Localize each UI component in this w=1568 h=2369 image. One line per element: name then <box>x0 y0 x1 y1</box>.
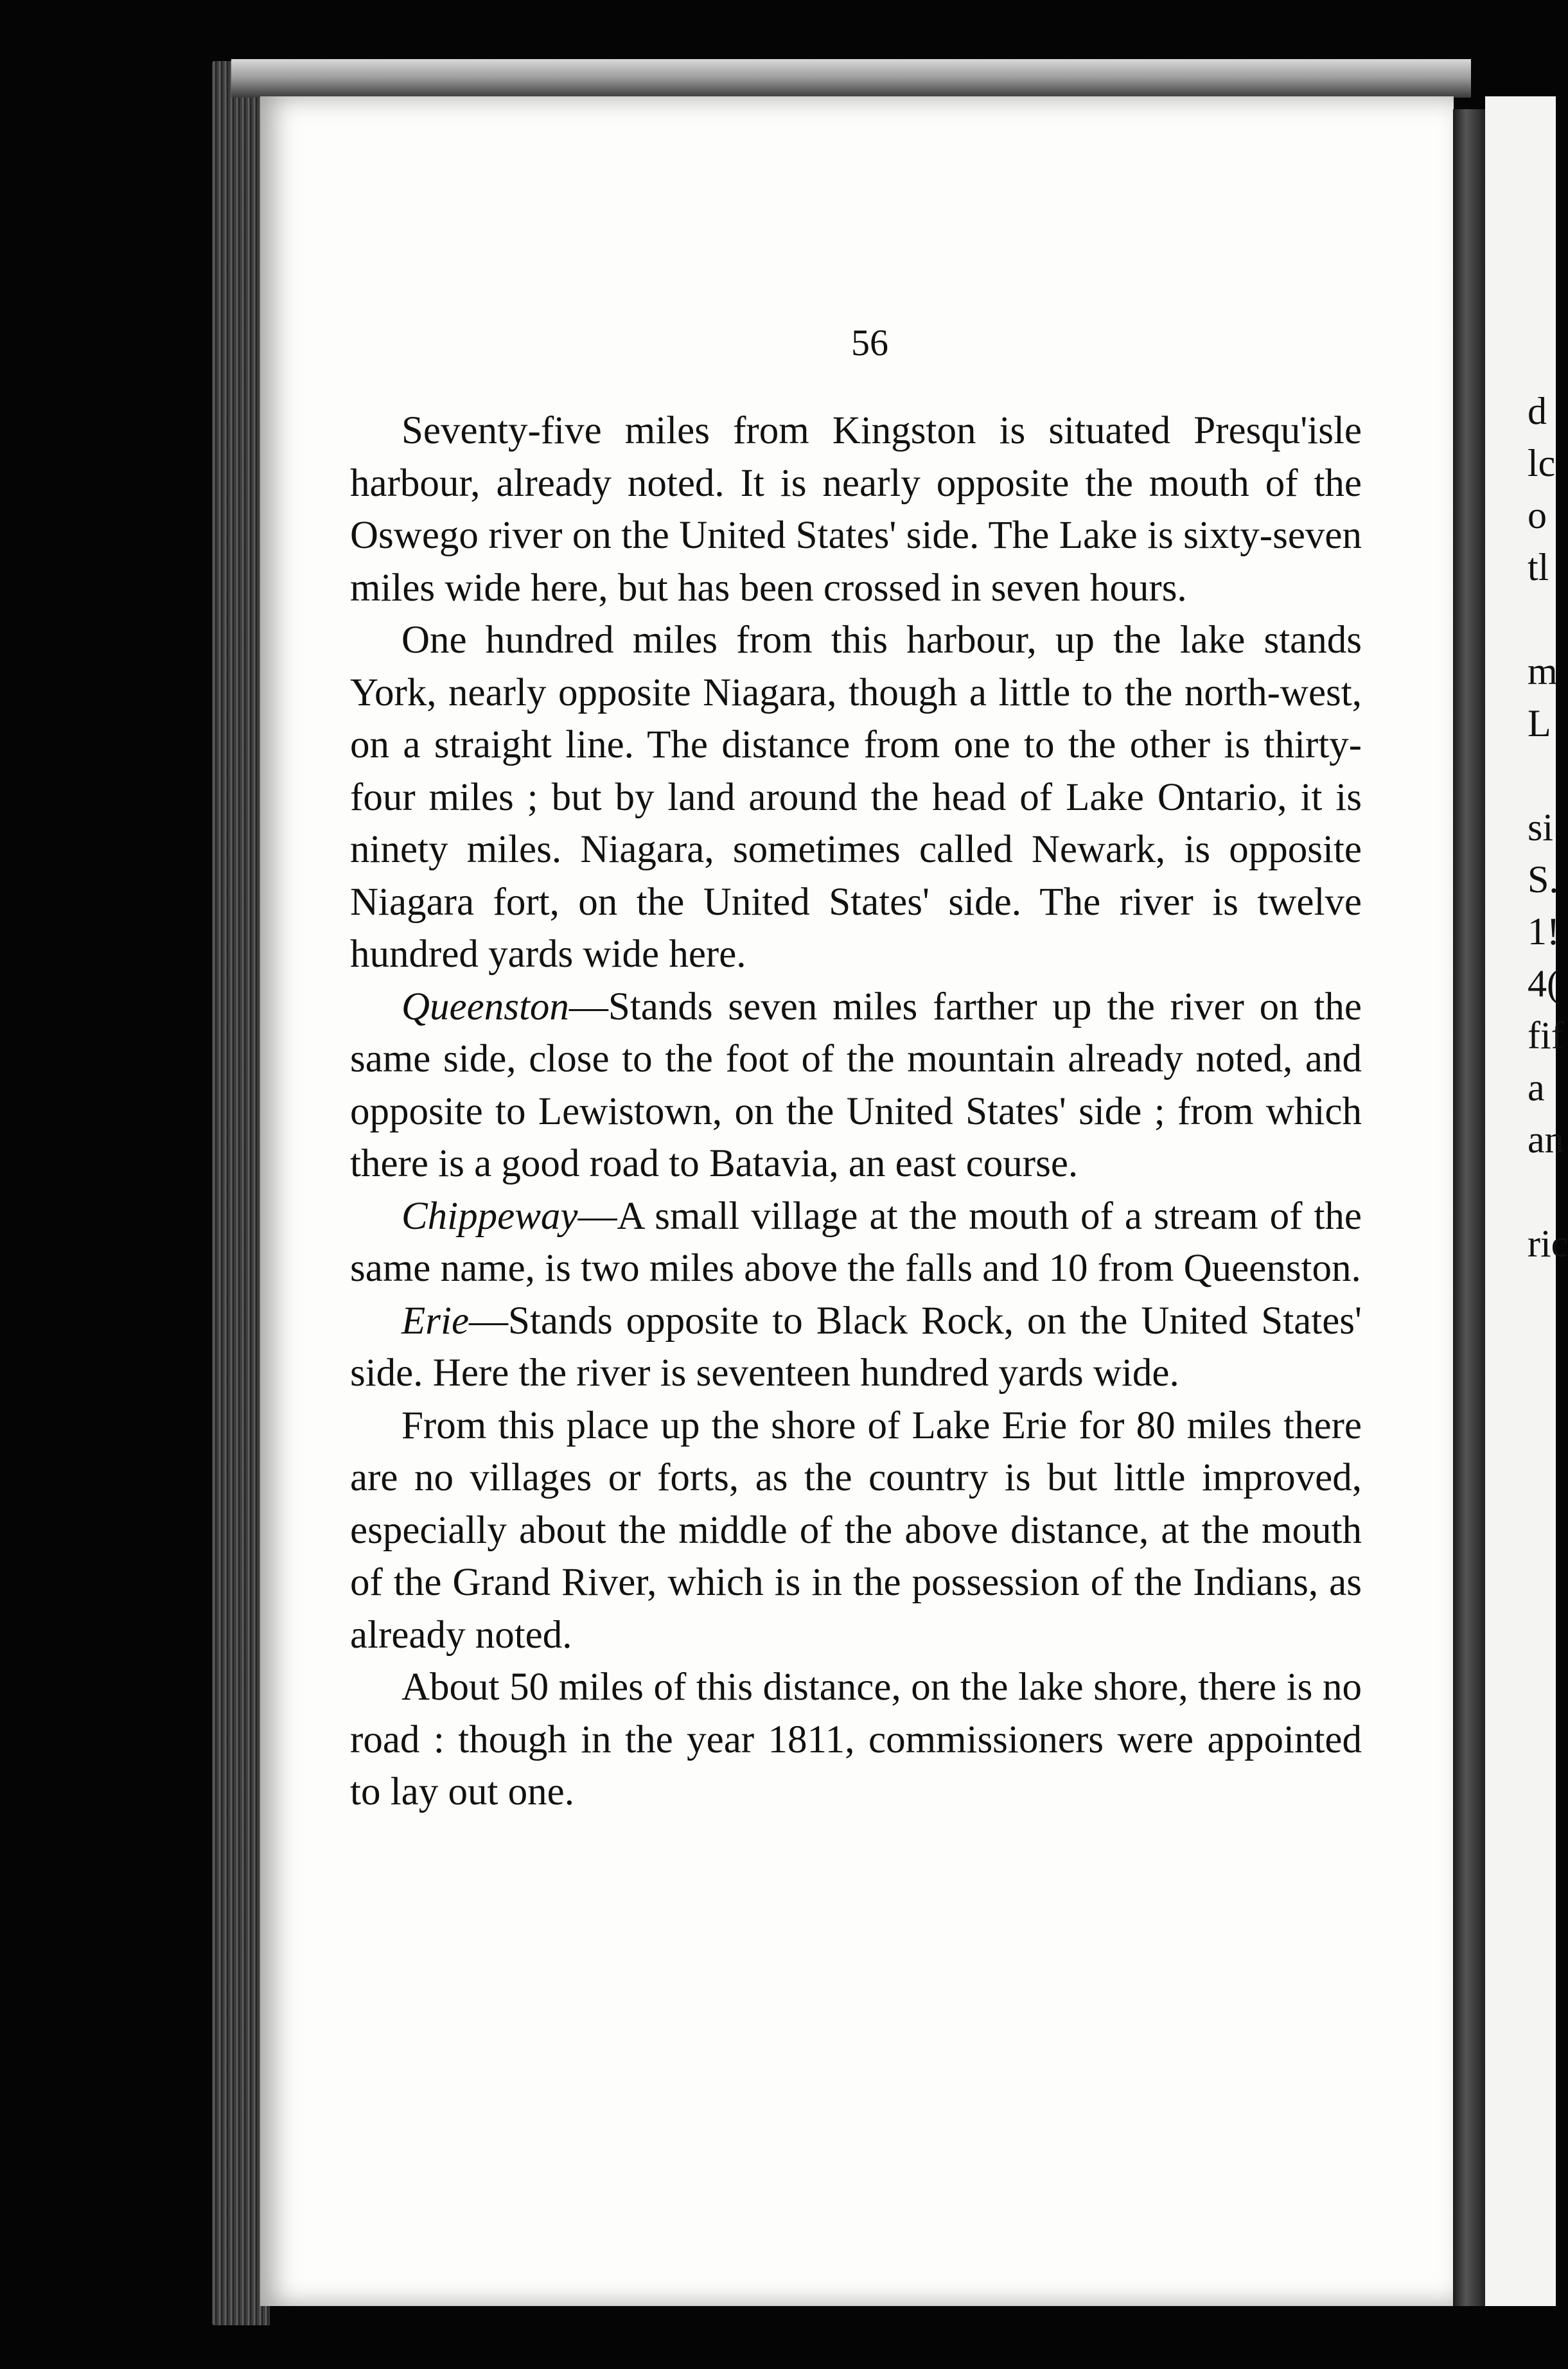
paragraph-queenston: Queenston—Stands seven miles farther up the river on the same side, close to the foot of the mountain already noted, and opposite to Lewistown, on the United States' side ; from which there is a good road to Batavia, an east course. <box>350 985 1362 1185</box>
paragraph-2: One hundred miles from this harbour, up the lake stands York, nearly opposite Niagara, though a little to the north-west, on a straight line. The distance from one to the other is thirty-four miles ; but by land around the head of Lake Ontario, it is ninety miles. Niagara, sometimes called Newark, is opposite Niagara fort, on the United States' side. The river is twelve hundred yards wide here. <box>350 619 1362 976</box>
page-text <box>350 405 1362 1819</box>
paragraph-chippeway: Chippeway—A small village at the mouth of a stream of the same name, is two miles above the falls and 10 from Queenston. <box>350 1194 1362 1290</box>
lead-queenston: Queenston <box>401 985 569 1028</box>
lead-chippeway: Chippeway <box>401 1194 578 1238</box>
paragraph-1: Seventy-five miles from Kingston is situated Presqu'isle harbour, already noted. It is nearly opposite the mouth of the Oswego river on the United States' side. The Lake is sixty-seven miles wide here, but has been crossed in seven hours. <box>350 409 1362 610</box>
next-page-fragments: d lc o tl m L si S. 1! 4( fif a an ric <box>1528 390 1568 1265</box>
page-number: 56 <box>851 322 888 364</box>
top-page-edge <box>231 59 1471 98</box>
book-gutter <box>1453 109 1485 2306</box>
paragraph-6: From this place up the shore of Lake Erie for 80 miles there are no villages or forts, as the country is but little improved, especially about the middle of the above distance, at the mouth of the Grand River, which is in the possession of the Indians, as already noted. <box>350 1404 1362 1657</box>
book-page <box>260 96 1454 2306</box>
lead-erie: Erie <box>401 1299 470 1343</box>
paragraph-erie: Erie—Stands opposite to Black Rock, on the United States' side. Here the river is seventeen hundred yards wide. <box>350 1299 1362 1395</box>
paragraph-7: About 50 miles of this distance, on the lake shore, there is no road : though in the year 1811, commissioners were appointed to lay out one. <box>350 1666 1362 1813</box>
